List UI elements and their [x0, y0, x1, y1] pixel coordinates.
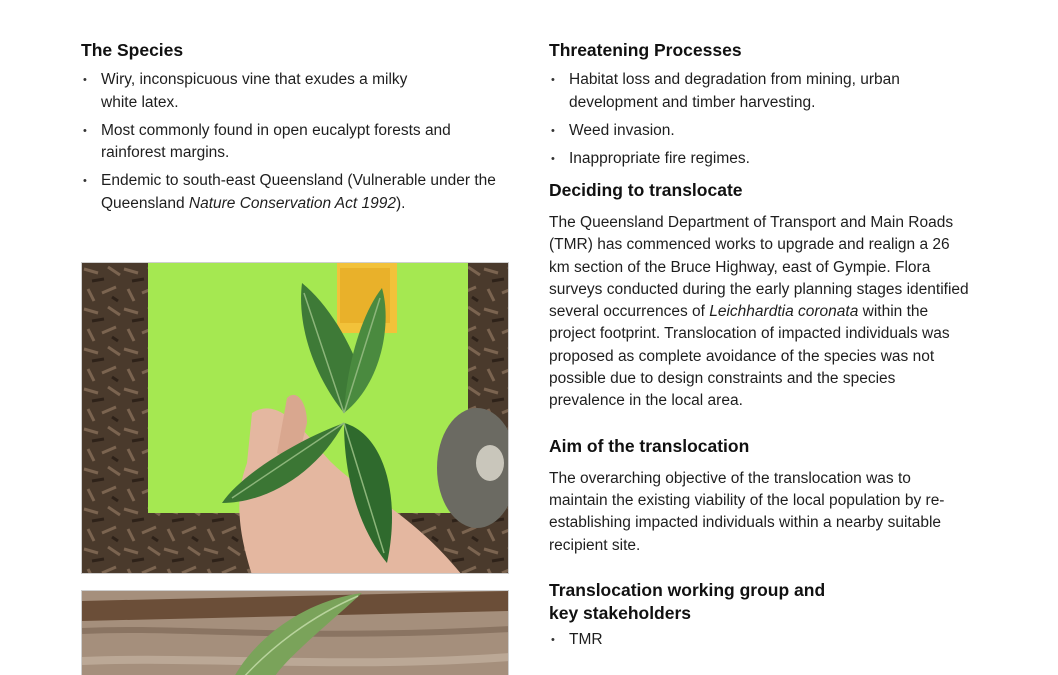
threat-bullet: • Habitat loss and degradation from mining, urban development and timber harvesting. [549, 69, 939, 114]
threat-bullet: • Inappropriate fire regimes. [549, 148, 979, 171]
left-column [81, 39, 511, 221]
threat-bullet: • Weed invasion. [549, 120, 979, 143]
deciding-heading: Deciding to translocate [549, 180, 743, 200]
working-group-heading: Translocation working group and key stakeholders [549, 579, 826, 623]
working-group-list [549, 629, 979, 652]
species-heading: The Species [81, 40, 184, 60]
photo-leaves-on-hand [81, 262, 509, 574]
working-group-bullet: • TMR [549, 629, 979, 652]
photo-leaf-on-bark [81, 590, 509, 675]
species-bullet: • Endemic to south-east Queensland (Vulnerable under the Queensland Nature Conservation Act 1992). [81, 170, 501, 215]
species-list [81, 69, 511, 215]
aim-paragraph: The overarching objective of the translocation was to maintain the existing viability of the local population by re-establishing impacted individuals within a nearby suitable recipient site. [549, 469, 945, 554]
threats-heading: Threatening Processes [549, 40, 742, 60]
right-column [549, 39, 979, 657]
threats-list [549, 69, 979, 170]
species-bullet: • Wiry, inconspicuous vine that exudes a milky white latex. [81, 69, 446, 114]
aim-heading: Aim of the translocation [549, 435, 750, 456]
species-bullet: • Most commonly found in open eucalypt forests and rainforest margins. [81, 120, 491, 165]
deciding-paragraph: The Queensland Department of Transport and Main Roads (TMR) has commenced works to upgrade and realign a 26 km section of the Bruce Highway, east of Gympie. Flora surveys conducted during the early planning stages identified several occurrences of Leichhardtia coronata within the project footprint. Translocation of impacted individuals was proposed as complete avoidance of the species was not possible due to design constraints and the species prevalence in the local area. [549, 214, 969, 410]
